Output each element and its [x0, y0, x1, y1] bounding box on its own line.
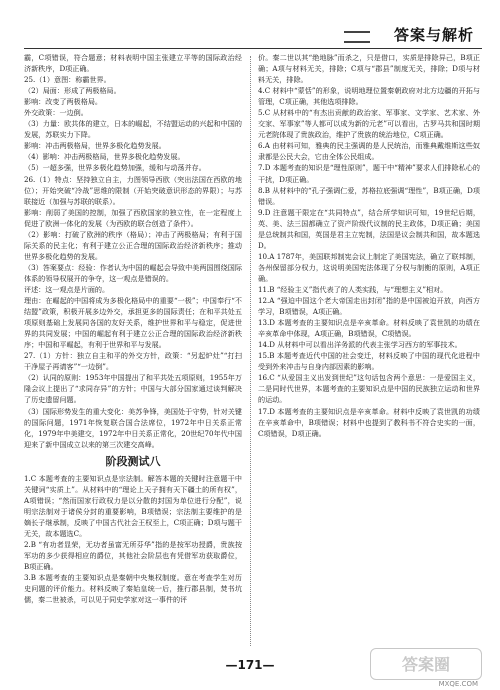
answer-paragraph: （3）答案要点：经验：作者认为中国的崛起会导致中美两国围绕国际体系的领导权展开的争夺，这一观点是错误的。 — [24, 262, 242, 283]
right-column — [258, 52, 480, 652]
answer-paragraph: （2）认同的原则：1953年中国提出了和平共处五项原则，1955年万隆会议上提出了“求同存异”的方针；中国与大部分国家通过谈判解决了历史遗留问题。 — [24, 373, 242, 405]
left-column-paragraphs-2 — [24, 473, 242, 606]
left-column-paragraphs — [24, 52, 242, 450]
answer-paragraph: 评述：这一观点是片面的。 — [24, 284, 110, 294]
answer-paragraph: （3）力量：欧共体的建立，日本的崛起，不结盟运动的兴起和中国的发展，苏联实力下降。 — [24, 119, 242, 140]
answer-paragraph: 6.A 由材料可知，雅典的民主强调的是人民统治，而雅典戴维斯这些奴隶都是公民大会，它由全体公民组成。 — [258, 141, 480, 162]
answer-paragraph: 1.C 本题考查的主要知识点是宗法制。解答本题的关键时注意题干中关键词“实质上”。从材料中的“理论上天子拥有天下疆土的所有权”，A项错误；“然而国家行政权力是以分散的封国为单位进行分配”，说明宗法制对于诸侯分封的重要影响，B项错误；宗法制主要维护的是嫡长子继承制，反映了中国古代社会王权至上，C项正确；D项与题干无关，故本题选C。 — [24, 473, 242, 538]
answer-paragraph: 影响：削弱了美国的控制，加强了西欧国家的独立性，在一定程度上促进了欧洲一体化的发展（为西欧的联合创造了条件）。 — [24, 207, 242, 228]
watermark — [372, 648, 482, 688]
page-number: —171— — [225, 658, 275, 672]
left-column — [24, 52, 242, 652]
answer-paragraph: （3）国际形势发生的重大变化：美苏争锋，美国处于守势，针对关键的国际问题，1971年恢复联合国合法席位，1972年中日关系正常化，1979年中美建交，1972年中日关系正常化，20世纪70年代中国迎来了新中国成立以来的第三次建交高峰。 — [24, 406, 242, 449]
answer-paragraph: 霸，C项错误，符合题意；材料表明中国主张建立平等的国际政治经济新秩序，D项正确。 — [24, 53, 242, 74]
answer-paragraph: 25.（1）意图：称霸世界。 — [24, 75, 111, 85]
answer-paragraph: 2.B “有功者显荣，无功者虽富无所芬华”指的是按军功授爵，贵族按军功的多少获得相应的爵位，其他社会阶层也有凭借军功获取爵位，B项正确。 — [24, 539, 242, 572]
answer-paragraph: 外交政策：一边倒。 — [24, 108, 88, 118]
answer-paragraph: 12.A “强迫中国这个老大帝国走出封闭”指的是中国被迫开放，向西方学习，B项错误，A项正确。 — [258, 296, 480, 317]
answer-paragraph: 影响：冲击两极格局，世界多极化趋势发展。 — [24, 141, 166, 151]
right-column-paragraphs — [258, 52, 480, 439]
page-header — [24, 22, 482, 49]
answer-paragraph: 3.B 本题考查的主要知识点是秦朝中央集权制度。意在考查学生对历史问题的评价能力。材料反映了秦始皇统一后，推行郡县制，焚书坑儒，秦二世被杀，可以见于同史学家对这一事件的评 — [24, 573, 242, 605]
answer-paragraph: 15.B 本题考查近代中国的社会变迁，材料反映了中国的现代化进程中受到外来冲击与自身内部因素的影响。 — [258, 351, 480, 372]
answer-paragraph: 价。秦二世以其“绝地脉”而杀之，只是借口，实质是排除异己，B项正确；A项与材料无关，排除；C项与“郡县”制度无关，排除；D项与材料无关，排除。 — [258, 53, 480, 85]
answer-paragraph: 理由：在崛起的中国将成为多极化格局中的重要“一极”；中国奉行“不结盟”政策，积极开展多边外交，承担更多的国际责任；在和平共处五项原则基础上发展同各国的友好关系，维护世界和平与稳定，促进世界的共同发展；中国的崛起有利于建立公正合理的国际政治经济新秩序；中国和平崛起，有利于世界和平与发展。 — [24, 296, 242, 350]
header-title: 答案与解析 — [393, 26, 474, 44]
watermark-url: MXQE.COM — [438, 680, 478, 688]
answer-paragraph: 4.C 材料中“蒙恬”的形象，说明地理位置秦朝政府对北方边疆的开拓与管理，C项正确，其他选项排除。 — [258, 86, 480, 107]
section-heading: 阶段测试八 — [105, 454, 161, 468]
answer-paragraph: 17.D 本题考查的主要知识点是辛亥革命。材料中反映了袁世凯的功绩在辛亥革命中，B项错误；材料中也提到了教科书不符合史实的一面，C项错误，D项正确。 — [258, 406, 480, 438]
watermark-logo-icon — [370, 648, 482, 680]
answer-paragraph: （2）影响：打破了欧洲的秩序（格局）；冲击了两极格局；有利于国际关系的民主化；有利于建立公正合理的国际政治经济新秩序；推动世界多极化趋势的发展。 — [24, 229, 242, 261]
answer-paragraph: （4）影响：冲击两极格局，世界多极化趋势发展。 — [24, 152, 185, 162]
answer-paragraph: 27.（1）方针：独立自主和平的外交方针，政策：“另起炉灶”“打扫干净屋子再请客”“一边倒”。 — [24, 351, 242, 372]
watermark-text: 答案圈 — [401, 655, 451, 674]
answer-paragraph: （2）局面：形成了两极格局。 — [24, 86, 121, 96]
column-divider — [250, 56, 251, 646]
answer-paragraph: 13.D 本题考查的主要知识点是辛亥革命。材料反映了袁世凯的功绩在辛亥革命中体现，A项正确，B项错误，C项错误。 — [258, 318, 480, 339]
header-decoration — [344, 31, 370, 43]
answer-paragraph: 26.（1）特点：坚持独立自主，力图领导西欧（突出法国在西欧的地位）；开始突破“冷战”思维的限制（开始突破意识形态的界限）；与苏联接近（加强与苏联的联系）。 — [24, 174, 242, 206]
answer-paragraph: 7.D 本题考查的知识是“理性原则”，题干中“精神”要求人们排除私心的干扰，D项正确。 — [258, 163, 480, 184]
answer-paragraph: 8.B 从材料中的“孔子强调仁爱，苏格拉底强调“理性”，B项正确，D项错误。 — [258, 185, 480, 206]
answer-paragraph: （5）一超多强，世界多极化趋势加强，缓和与动荡并存。 — [24, 163, 206, 173]
answer-paragraph: 10.A 1787年，美国联邦制宪会议上制定了美国宪法，确立了联邦制，各州保留部分权力，这说明美国宪法体现了分权与制衡的原则，A项正确。 — [258, 251, 480, 283]
answer-paragraph: 16.C “从爱国主义出发到世纪”这句话包含两个意思：一是爱国主义，二是同时代世界，本题考查的主要知识点是中国的民族独立运动和世界的运动。 — [258, 373, 480, 405]
answer-paragraph: 9.D 注意题干限定在“共同特点”，结合所学知识可知，19世纪后期，英、美、法三国都确立了资产阶级代议制的民主政体，D项正确；美国是总统制共和国，英国是君主立宪制，法国是议会制共和国，故本题选D。 — [258, 207, 480, 250]
answer-paragraph: 11.B “经验主义”指代表了的人类实践，与“理想主义”相对。 — [258, 284, 448, 294]
answer-paragraph: 5.C 从材料中的“有杰出贡献的政治家、军事家、文学家、艺术家、外交家、军事家”等人都可以成为新的元老”可以看出，古罗马共和国时期元老院体现了贵族政治，维护了贵族的统治地位，C项正确。 — [258, 108, 480, 140]
answer-paragraph: 14.D 从材料中可以看出洋务派的代表主张学习西方的军事技术。 — [258, 340, 462, 350]
answer-paragraph: 影响：改变了两极格局。 — [24, 97, 103, 107]
